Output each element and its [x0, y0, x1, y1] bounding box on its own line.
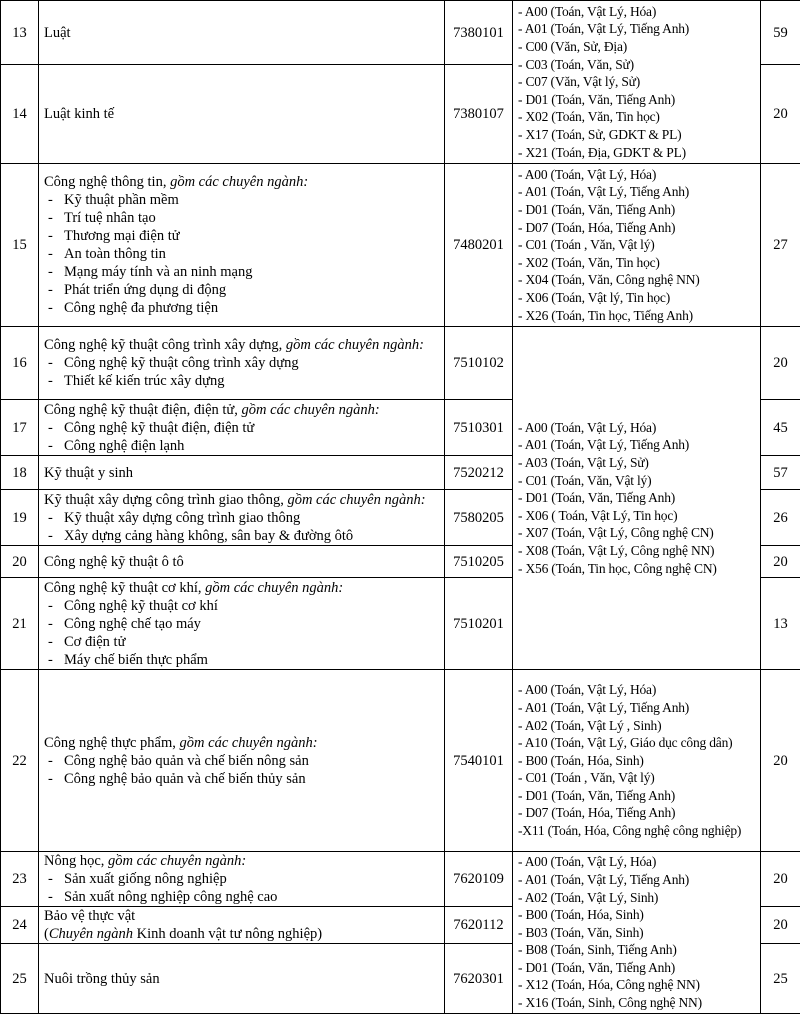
- row-number: 25: [1, 944, 39, 1014]
- major-code: 7540101: [445, 670, 513, 852]
- major-name: Nông học, gồm các chuyên ngành: - Sản xuất giống nông nghiệp - Sản xuất nông nghiệp công nghệ cao: [39, 852, 445, 907]
- quota: 20: [761, 546, 800, 578]
- row-number: 21: [1, 578, 39, 670]
- major-name: Công nghệ kỹ thuật ô tô: [39, 546, 445, 578]
- major-name: Công nghệ kỹ thuật cơ khí, gồm các chuyên ngành: - Công nghệ kỹ thuật cơ khí - Công nghệ chế tạo máy - Cơ điện tử - Máy chế biến thực phẩm: [39, 578, 445, 670]
- row-number: 22: [1, 670, 39, 852]
- subject-combinations: - A00 (Toán, Vật Lý, Hóa) - A01 (Toán, Vật Lý, Tiếng Anh) - A02 (Toán, Vật Lý , Sinh) - A10 (Toán, Vật Lý, Giáo dục công dân) - B00 (Toán, Hóa, Sinh) - C01 (Toán , Văn, Vật lý) - D01 (Toán, Văn, Tiếng Anh) - D07 (Toán, Hóa, Tiếng Anh) -X11 (Toán, Hóa, Công nghệ công nghiệp): [513, 670, 761, 852]
- major-code: 7620301: [445, 944, 513, 1014]
- quota: 26: [761, 490, 800, 546]
- quota: 59: [761, 1, 800, 65]
- major-name: Công nghệ kỹ thuật điện, điện tử, gồm các chuyên ngành: - Công nghệ kỹ thuật điện, điện tử - Công nghệ điện lạnh: [39, 400, 445, 456]
- major-code: 7510205: [445, 546, 513, 578]
- quota: 20: [761, 327, 800, 400]
- table-row: [1, 164, 800, 327]
- major-name: Bảo vệ thực vật (Chuyên ngành Kinh doanh vật tư nông nghiệp): [39, 907, 445, 944]
- subject-combinations: - A00 (Toán, Vật Lý, Hóa) - A01 (Toán, Vật Lý, Tiếng Anh) - A02 (Toán, Vật Lý, Sinh) - B00 (Toán, Hóa, Sinh) - B03 (Toán, Văn, Sinh) - B08 (Toán, Sinh, Tiếng Anh) - D01 (Toán, Văn, Tiếng Anh) - X12 (Toán, Hóa, Công nghệ NN) - X16 (Toán, Sinh, Công nghệ NN): [513, 852, 761, 1014]
- major-code: 7520212: [445, 456, 513, 490]
- major-code: 7380107: [445, 65, 513, 164]
- major-code: 7580205: [445, 490, 513, 546]
- quota: 20: [761, 65, 800, 164]
- major-code: 7510201: [445, 578, 513, 670]
- table-row: [1, 327, 800, 400]
- major-name: Kỹ thuật y sinh: [39, 456, 445, 490]
- row-number: 20: [1, 546, 39, 578]
- major-name: Công nghệ kỹ thuật công trình xây dựng, gồm các chuyên ngành: - Công nghệ kỹ thuật công trình xây dựng - Thiết kế kiến trúc xây dựng: [39, 327, 445, 400]
- major-code: 7480201: [445, 164, 513, 327]
- major-code: 7380101: [445, 1, 513, 65]
- major-name: Nuôi trồng thủy sản: [39, 944, 445, 1014]
- row-number: 19: [1, 490, 39, 546]
- subject-combinations: - A00 (Toán, Vật Lý, Hóa) - A01 (Toán, Vật Lý, Tiếng Anh) - C00 (Văn, Sử, Địa) - C03 (Toán, Văn, Sử) - C07 (Văn, Vật lý, Sử) - D01 (Toán, Văn, Tiếng Anh) - X02 (Toán, Văn, Tin học) - X17 (Toán, Sử, GDKT & PL) - X21 (Toán, Địa, GDKT & PL): [513, 1, 761, 164]
- major-name: Luật: [39, 1, 445, 65]
- quota: 20: [761, 852, 800, 907]
- row-number: 13: [1, 1, 39, 65]
- table-row: [1, 670, 800, 852]
- row-number: 15: [1, 164, 39, 327]
- table-row: [1, 1, 800, 65]
- major-code: 7620109: [445, 852, 513, 907]
- major-code: 7620112: [445, 907, 513, 944]
- quota: 13: [761, 578, 800, 670]
- quota: 20: [761, 670, 800, 852]
- major-name: Kỹ thuật xây dựng công trình giao thông, gồm các chuyên ngành: - Kỹ thuật xây dựng công trình giao thông - Xây dựng cảng hàng không, sân bay & đường ôtô: [39, 490, 445, 546]
- row-number: 16: [1, 327, 39, 400]
- major-code: 7510301: [445, 400, 513, 456]
- row-number: 17: [1, 400, 39, 456]
- subject-combinations: - A00 (Toán, Vật Lý, Hóa) - A01 (Toán, Vật Lý, Tiếng Anh) - A03 (Toán, Vật Lý, Sử) - C01 (Toán, Văn, Vật lý) - D01 (Toán, Văn, Tiếng Anh) - X06 ( Toán, Vật Lý, Tin học) - X07 (Toán, Vật Lý, Công nghệ CN) - X08 (Toán, Vật Lý, Công nghệ NN) - X56 (Toán, Tin học, Công nghệ CN): [513, 327, 761, 670]
- quota: 20: [761, 907, 800, 944]
- quota: 57: [761, 456, 800, 490]
- quota: 45: [761, 400, 800, 456]
- row-number: 24: [1, 907, 39, 944]
- table-row: [1, 852, 800, 907]
- row-number: 23: [1, 852, 39, 907]
- subject-combinations: - A00 (Toán, Vật Lý, Hóa) - A01 (Toán, Vật Lý, Tiếng Anh) - D01 (Toán, Văn, Tiếng Anh) - D07 (Toán, Hóa, Tiếng Anh) - C01 (Toán , Văn, Vật lý) - X02 (Toán, Văn, Tin học) - X04 (Toán, Văn, Công nghệ NN) - X06 (Toán, Vật lý, Tin học) - X26 (Toán, Tin học, Tiếng Anh): [513, 164, 761, 327]
- major-name: Công nghệ thông tin, gồm các chuyên ngành: - Kỹ thuật phần mềm - Trí tuệ nhân tạo - Thương mại điện tử - An toàn thông tin - Mạng máy tính và an ninh mạng - Phát triển ứng dụng di động - Công nghệ đa phương tiện: [39, 164, 445, 327]
- row-number: 14: [1, 65, 39, 164]
- quota: 25: [761, 944, 800, 1014]
- quota: 27: [761, 164, 800, 327]
- row-number: 18: [1, 456, 39, 490]
- major-name: Công nghệ thực phẩm, gồm các chuyên ngành: - Công nghệ bảo quản và chế biến nông sản - Công nghệ bảo quản và chế biến thủy sản: [39, 670, 445, 852]
- major-code: 7510102: [445, 327, 513, 400]
- major-name: Luật kinh tế: [39, 65, 445, 164]
